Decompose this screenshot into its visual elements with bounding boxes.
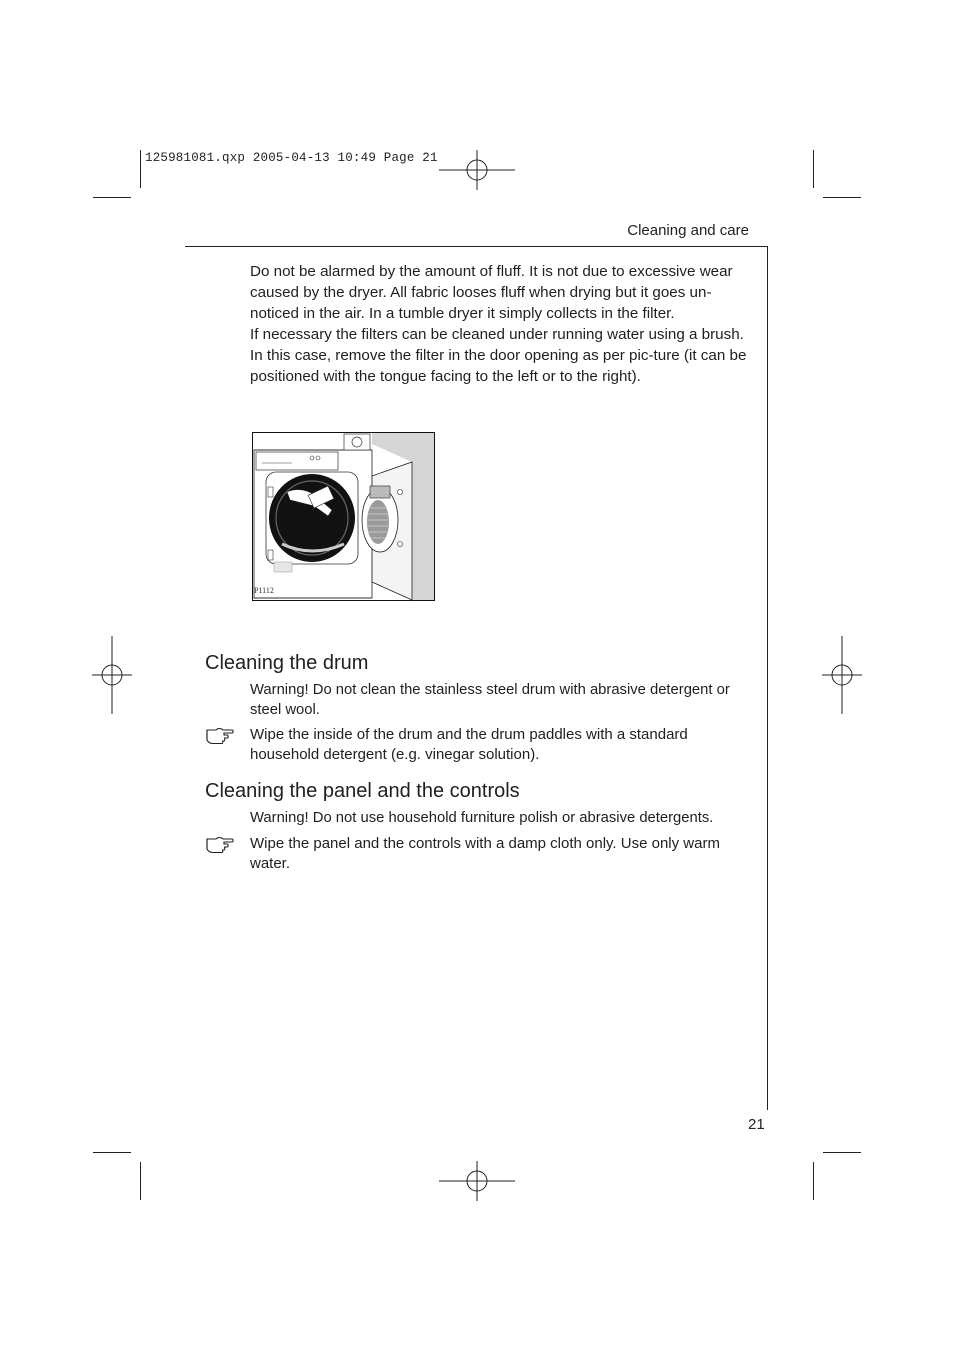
registration-mark-left <box>92 636 132 714</box>
pointing-hand-icon <box>206 726 234 744</box>
heading-cleaning-drum: Cleaning the drum <box>205 652 369 674</box>
heading-cleaning-panel: Cleaning the panel and the controls <box>205 780 520 802</box>
panel-tip-text: Wipe the panel and the controls with a damp cloth only. Use only warm water. <box>250 835 720 872</box>
section-header-title: Cleaning and care <box>627 222 749 239</box>
drum-warning-text: Warning! Do not clean the stainless steel drum with abrasive detergent or steel wool. <box>250 682 730 718</box>
print-slug: 125981081.qxp 2005-04-13 10:49 Page 21 <box>145 151 438 165</box>
intro-text <box>250 262 747 387</box>
panel-warning-text: Warning! Do not use household furniture polish or abrasive detergents. <box>250 810 714 826</box>
intro-paragraph-1: Do not be alarmed by the amount of fluff. It is not due to excessive wear caused by the dryer. All fabric looses fluff when drying but it goes un-noticed in the air. In a tumble dryer it simply collects in the filter. <box>250 263 733 322</box>
figure-code: P1112 <box>254 586 274 595</box>
page-number: 21 <box>748 1116 765 1133</box>
registration-mark-bottom <box>437 1161 517 1201</box>
intro-paragraph-2: If necessary the filters can be cleaned under running water using a brush. In this case, remove the filter in the door opening as per pic-ture (it can be positioned with the tongue facing to the left or to the right). <box>250 325 747 385</box>
registration-mark-right <box>822 636 862 714</box>
header-rule <box>185 246 768 247</box>
dryer-filter-illustration <box>252 432 435 601</box>
pointing-hand-icon <box>206 835 234 853</box>
registration-mark-top <box>437 150 517 190</box>
side-rule <box>767 246 768 1110</box>
drum-tip-text: Wipe the inside of the drum and the drum paddles with a standard household detergent (e.g. vinegar solution). <box>250 726 688 763</box>
